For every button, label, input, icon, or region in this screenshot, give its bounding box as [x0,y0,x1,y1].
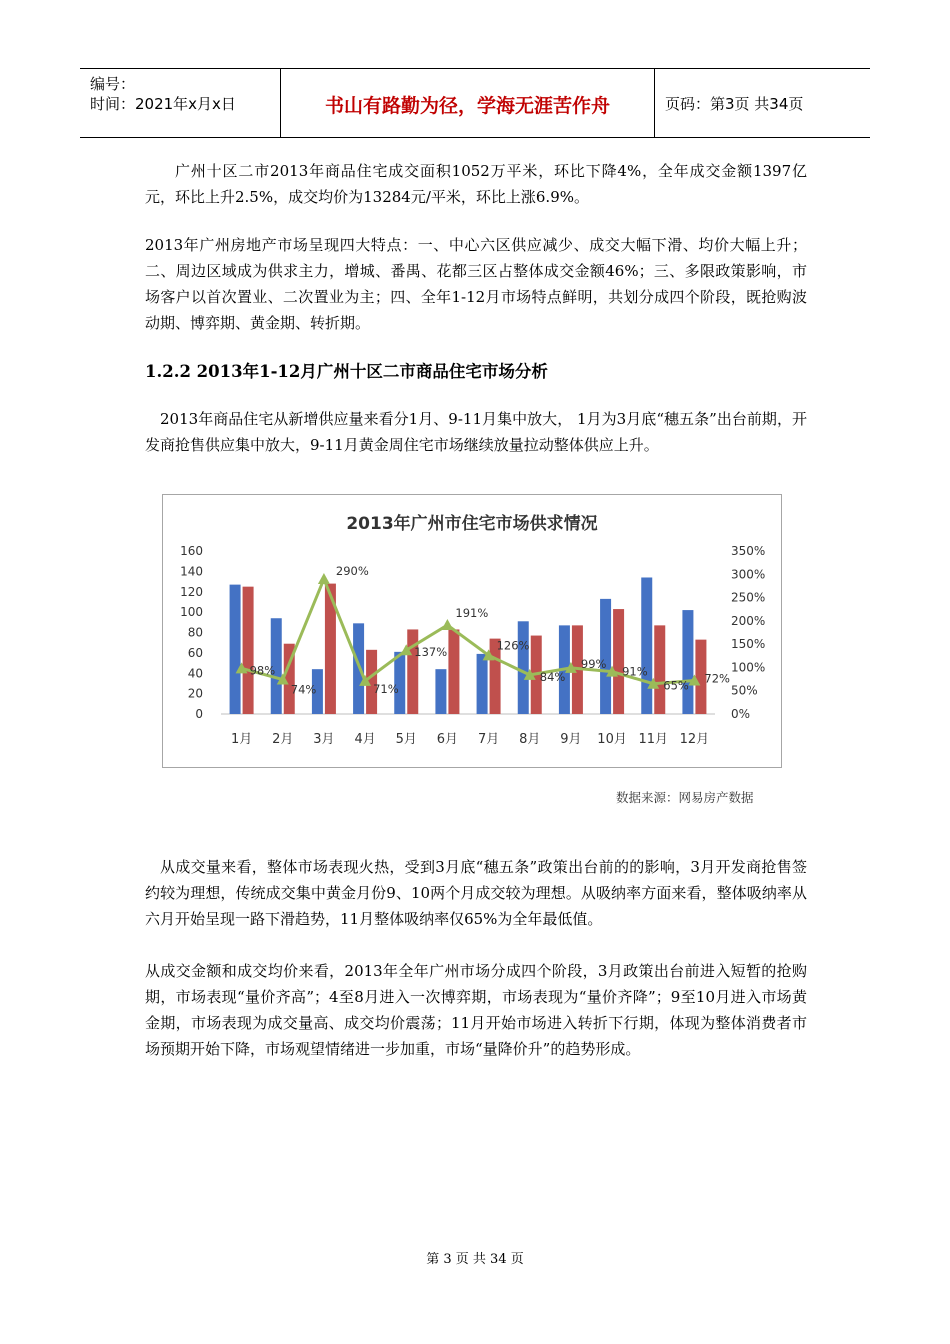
y-right-tick-label: 250% [731,590,766,605]
x-tick-label: 7月 [477,732,500,747]
y-right-tick-label: 350% [731,544,766,558]
rate-data-label: 191% [455,606,489,621]
y-left-tick-label: 100 [180,605,203,620]
x-tick-label: 1月 [230,732,253,747]
y-right-tick-label: 150% [731,637,766,652]
rate-data-label: 71% [373,681,399,696]
motto: 书山有路勤为径，学海无涯苦作舟 [324,95,610,117]
rate-data-label: 91% [622,664,648,679]
x-tick-label: 3月 [313,732,335,747]
y-left-tick-label: 120 [180,584,203,599]
x-tick-label: 5月 [395,732,417,747]
paragraph-4: 从成交量来看，整体市场表现火热，受到3月底“穗五条”政策出台前的的影响，3月开发商抢售签约较为理想，传统成交集中黄金月份9、10两个月成交较为理想。从吸纳率方面来看，整体吸纳率从六月开始呈现一路下滑趋势，11月整体吸纳率仅65%为全年最低值。 [145,858,807,928]
rate-data-label: 65% [663,678,689,693]
page-header [80,68,870,138]
y-right-tick-label: 100% [731,660,766,675]
y-left-tick-label: 60 [187,645,203,660]
rate-data-label: 290% [335,563,369,578]
x-tick-label: 10月 [597,732,627,747]
page-info: 页码：第3页 共34页 [665,95,804,113]
x-tick-label: 12月 [679,732,710,747]
bar-blue [518,621,529,714]
rate-data-label: 74% [290,682,317,697]
x-tick-label: 4月 [354,732,376,747]
y-left-tick-label: 140 [180,564,203,579]
rate-data-label: 72% [704,671,730,686]
paragraph-3: 2013年商品住宅从新增供应量来看分1月、9-11月集中放大， 1月为3月底“穗五条”出台前期，开发商抢售供应集中放大，9-11月黄金周住宅市场继续放量拉动整体供应上升。 [145,410,807,454]
paragraph-2: 2013年广州房地产市场呈现四大特点：一、中心六区供应减少、成交大幅下滑、均价大幅上升；二、周边区域成为供求主力，增城、番禺、花都三区占整体成交金额46%；三、多限政策影响，市场客户以首次置业、二次置业为主；四、全年1-12月市场特点鲜明，共划分成四个阶段，既抢购波动期、博弈期、黄金期、转折期。 [145,236,807,332]
rate-marker [441,619,453,630]
y-left-tick-label: 40 [187,666,203,681]
bar-blue [435,669,446,714]
y-right-tick-label: 200% [731,613,766,628]
header-meta-cell [80,69,280,137]
rate-data-label: 99% [580,656,607,671]
y-left-tick-label: 0 [195,707,203,721]
time-label: 时间：2021年x月x日 [90,95,236,113]
section-heading: 1.2.2 2013年1-12月广州十区二市商品住宅市场分析 [145,362,548,381]
bar-red [448,629,459,714]
rate-data-label: 137% [414,645,448,660]
y-right-tick-label: 300% [731,567,766,582]
chart-plot [163,495,781,767]
header-page-cell [655,69,870,137]
paragraph-1: 广州十区二市2013年商品住宅成交面积1052万平米，环比下降4%，全年成交金额1397亿元，环比上升2.5%，成交均价为13284元/平米，环比上涨6.9%。 [145,162,807,206]
paragraph-5: 从成交金额和成交均价来看，2013年全年广州市场分成四个阶段，3月政策出台前进入短暂的抢购期，市场表现“量价齐高”；4至8月进入一次博弈期，市场表现为“量价齐降”；9至10月进入市场黄金期，市场表现为成交量高、成交均价震荡；11月开始市场进入转折下行期，体现为整体消费者市场预期开始下降，市场观望情绪进一步加重，市场“量降价升”的趋势形成。 [145,962,807,1058]
bar-blue [641,577,652,714]
x-tick-label: 9月 [560,732,582,747]
bar-blue [477,654,488,714]
x-tick-label: 11月 [638,732,669,747]
rate-data-label: 126% [496,638,530,653]
chart-title: 2013年广州市住宅市场供求情况 [346,514,598,534]
rate-data-label: 84% [539,669,566,684]
y-left-tick-label: 20 [187,686,203,701]
bar-red [654,625,665,714]
bar-blue [682,610,693,714]
x-tick-label: 6月 [436,732,459,747]
rate-data-label: 98% [249,663,276,678]
bar-red [613,609,624,714]
y-right-tick-label: 0% [731,707,751,721]
bar-blue [230,585,241,714]
data-source: 数据来源：网易房产数据 [616,790,754,805]
header-motto-cell [280,69,655,137]
y-left-tick-label: 160 [180,544,203,558]
supply-demand-chart [162,494,782,768]
y-left-tick-label: 80 [187,625,203,640]
bar-red [243,587,254,714]
page-footer: 第 3 页 共 34 页 [426,1252,524,1267]
y-right-tick-label: 50% [731,683,758,698]
x-tick-label: 2月 [272,732,294,747]
rate-marker [318,573,330,584]
serial-label: 编号： [90,75,136,93]
x-tick-label: 8月 [519,732,541,747]
